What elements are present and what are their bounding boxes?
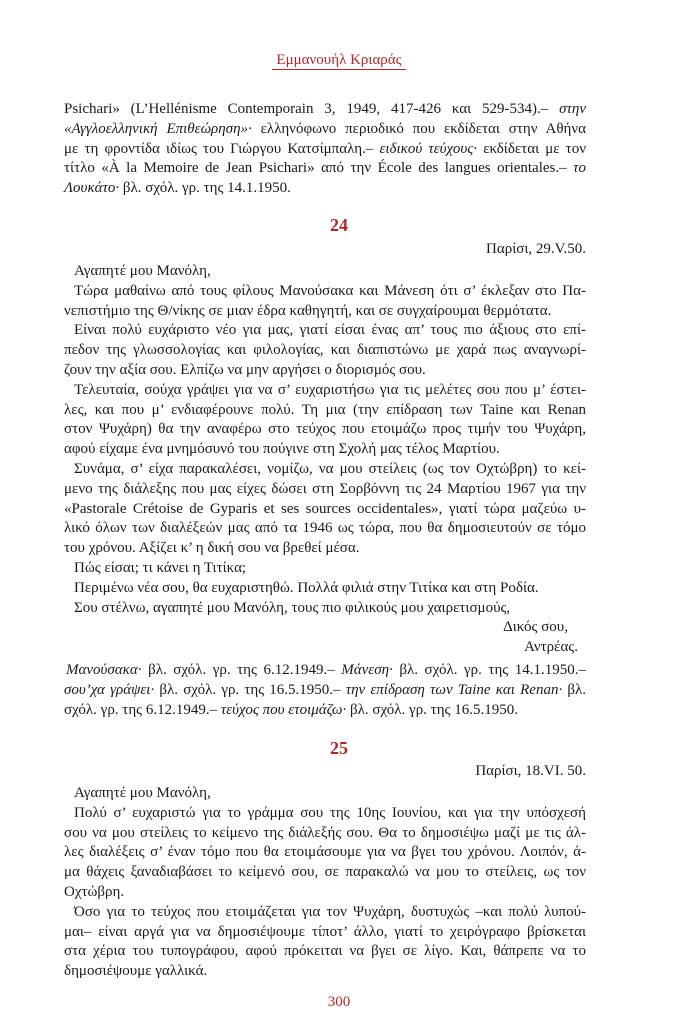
letter-line: λικό όλων των διαλέξεών μας από τα 1946 ως τώρα, που θα δημοσιευτούν σε τόμο: [64, 520, 586, 537]
letter-line: στα χέρια του τυπογράφου, αφού πρόκειται να βγει σε λίγο. Και, θάπρεπε να το: [64, 943, 586, 960]
letter-line: «Pastorale Crétoise de Gyparis et ses sources occidentales», γιατί τώρα μαζεύω υ-: [64, 500, 586, 517]
letter-line: Τελευταία, σούχα γράψει για να σ’ ευχαριστήσω για τις μελέτες σου που μ’ έστει-: [74, 381, 586, 398]
letter-line: πεδον της γλωσσολογίας και φιλολογίας, και διαπιστώνω με χαρά πως αναγνωρί-: [64, 342, 586, 359]
running-head-text: Εμμανουήλ Κριαράς: [272, 52, 405, 70]
letter-line: δημοσιέψουμε γαλλικά.: [64, 963, 208, 980]
footnote-line: τίτλο «À la Memoire de Jean Psichari» από την École des langues orientales.– το: [64, 160, 587, 177]
letter-place-date: Παρίσι, 29.V.50.: [486, 241, 586, 257]
letter-line: Πώς είσαι; τι κάνει η Τιτίκα;: [74, 559, 247, 576]
letter-line: του χρόνου. Αξίζει κ’ η δική σου να βρεθεί μέσα.: [64, 540, 360, 557]
letter-body: [64, 784, 586, 982]
letter-line: ζουν την αξία σου. Ελπίζω να μην αργήσει ο διορισμός σου.: [64, 361, 426, 378]
letter-line: μαι– είναι αργά για να δημοσιέψουμε τίποτ’ άλλο, γιατί το χειρόγραφο βρίσκεται: [64, 923, 586, 940]
letter-line: Σου στέλνω, αγαπητέ μου Μανόλη, τους πιο φιλικούς μου χαιρετισμούς,: [74, 599, 511, 616]
footnote-line: με τη φροντίδα ιδίως του Γιώργου Κατσίμπαλη.– ειδικού τεύχους· εκδίδεται με τον: [64, 140, 586, 157]
letter-line: Περιμένω νέα σου, θα ευχαριστηθώ. Πολλά φιλιά στην Τιτίκα και στη Ροδία.: [74, 579, 539, 596]
letter-line: Είναι πολύ ευχάριστο νέο για μας, γιατί είσαι ένας απ’ τους πιο άξιους στο επί-: [74, 322, 586, 339]
letter-line: αφού είχαμε ένα μνημόσυνό του πούγινε στη Σχολή μας τέλος Μαρτίου.: [64, 441, 500, 458]
salutation: Αγαπητέ μου Μανόλη,: [74, 785, 211, 801]
letter-place-date: Παρίσι, 18.VI. 50.: [475, 763, 586, 779]
letter-line: λες διαλέξεις σ’ έναν τόμο που θα ετοιμάσουμε για να βγει του χρόνου. Λοιπόν, ά-: [64, 844, 586, 861]
letter-number: 25: [330, 738, 348, 758]
letter-body: [64, 262, 586, 658]
letter-line: Πολύ σ’ ευχαριστώ για το γράμμα σου της 10ης Ιουνίου, και για την υπόσχεσή: [74, 804, 586, 821]
letter-line: Τώρα μαθαίνω από τους φίλους Μανούσακα και Μάνεση ότι σ’ έκλεξαν στο Πα-: [74, 282, 586, 299]
notes: [64, 661, 586, 720]
salutation: Αγαπητέ μου Μανόλη,: [74, 263, 211, 279]
letter-line: Συνάμα, σ’ είχα παρακαλέσει, νομίζω, να μου στείλεις (ως τον Οχτώβρη) το κεί-: [74, 460, 586, 477]
signature: Αντρέας.: [524, 639, 578, 656]
letter-line: σου να μου στείλεις το κείμενο της διάλεξής σου. Θα το δημοσιέψω μαζί με τις άλ-: [64, 824, 586, 841]
note-line: σχόλ. γρ. της 6.12.1949.– τεύχος που ετοιμάζω· βλ. σχόλ. γρ. της 16.5.1950.: [64, 701, 518, 718]
letter-line: μα θάχεις ξαναδιαβάσει το κείμενό σου, σε παρακαλώ να μου το στείλεις, ως τον: [64, 864, 586, 881]
letter-line: Οχτώβρη.: [64, 883, 125, 900]
page-number: 300: [327, 994, 351, 1010]
letter-line: λες, και που μ’ ενδιαφέρουνε πολύ. Τη μια (την επίδραση των Taine και Renan: [64, 401, 586, 418]
note-line: Μανούσακα· βλ. σχόλ. γρ. της 6.12.1949.– Μάνεση· βλ. σχόλ. γρ. της 14.1.1950.–: [66, 662, 587, 678]
running-head: [0, 52, 678, 69]
letter-lines: [64, 282, 586, 619]
letter-line: Όσο για το τεύχος που ετοιμάζεται για τον Ψυχάρη, δυστυχώς –και πολύ λυπού-: [74, 903, 586, 920]
footnote-line: «Αγγλοελληνική Επιθεώρηση»· ελληνόφωνο περιοδικό που εκδίδεται στην Αθήνα: [64, 120, 587, 137]
letter-lines: [64, 804, 586, 982]
letter-number: 24: [330, 215, 348, 235]
letter-line: μενο της διάλεξης που μας είχες δώσει στη Σορβόννη τις 24 Μαρτίου 1967 για την: [64, 480, 586, 497]
footnote-top: [64, 100, 586, 199]
footnote-line: Psichari» (L’Hellénisme Contemporain 3, 1949, 417-426 και 529-534).– στην: [64, 101, 586, 117]
letter-line: στον Ψυχάρη) θα την αναφέρω στο τεύχος που ετοιμάζω προς τιμήν του Ψυχάρη,: [64, 421, 586, 438]
letter-line: νεπιστήμιο της Θ/νίκης σε μιαν έδρα καθηγητή, και σε συγχαίρουμαι θερμότατα.: [64, 302, 552, 319]
note-line: σου’χα γράψει· βλ. σχόλ. γρ. της 16.5.1950.– την επίδραση των Taine και Renan· βλ.: [64, 681, 587, 698]
footnote-line: Λουκάτο· βλ. σχόλ. γρ. της 14.1.1950.: [64, 180, 291, 197]
closing: Δικός σου,: [503, 619, 568, 636]
